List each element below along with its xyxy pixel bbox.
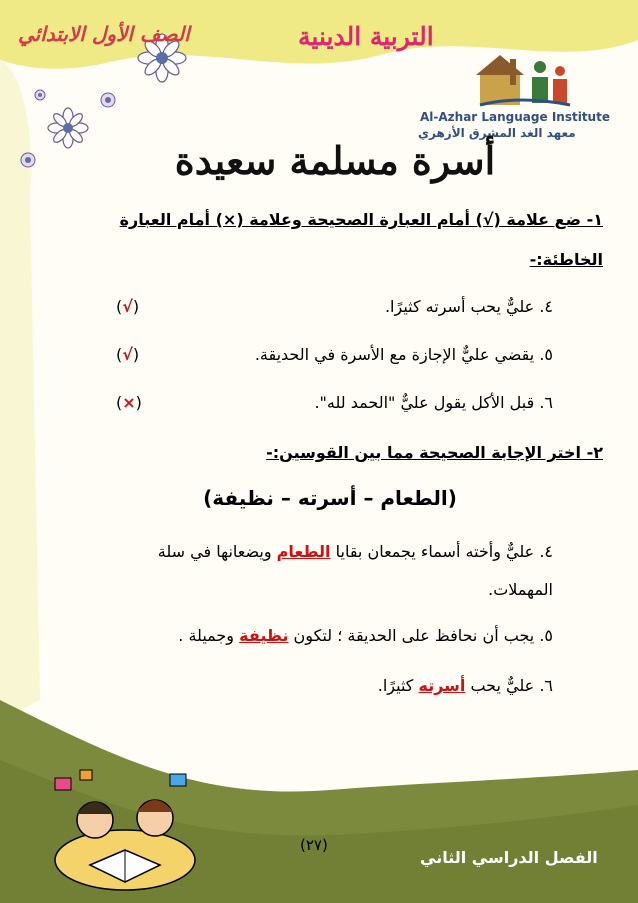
institute-name-ar: معهد الغد المشرق الأزهري — [418, 126, 576, 140]
q2-answer: نظيفة — [239, 626, 289, 645]
flower-icon — [35, 90, 45, 100]
q2-item-text: وجميلة . — [178, 626, 235, 645]
check-mark: √ — [122, 345, 133, 364]
q1-item-mark: (√) — [116, 345, 140, 364]
flower-icon — [101, 93, 115, 107]
q2-item — [178, 626, 553, 645]
q2-item-text: ٦. عليٌّ يحب — [470, 676, 553, 695]
cross-mark: × — [122, 393, 136, 412]
flower-icon — [21, 153, 35, 167]
institute-logo — [476, 55, 570, 105]
q1-instruction-cont: الخاطئة:- — [529, 250, 603, 269]
q1-item-mark: (√) — [116, 297, 140, 316]
q1-item-mark: (×) — [116, 393, 142, 412]
q1-item-text: ٤. عليٌّ يحب أسرته كثيرًا. — [384, 297, 553, 316]
q1-item-text: ٥. يقضي عليٌّ الإجازة مع الأسرة في الحديقة. — [254, 345, 553, 364]
q2-item-text: ويضعانها في سلة — [157, 542, 272, 561]
subject-title: التربية الدينية — [298, 22, 434, 51]
q2-item-text: ٥. يجب أن نحافظ على الحديقة ؛ لتكون — [293, 626, 553, 645]
q1-item-text: ٦. قبل الأكل يقول عليٌّ "الحمد لله". — [314, 393, 553, 412]
q2-item-cont: المهملات. — [488, 580, 553, 599]
term-label: الفصل الدراسي الثاني — [420, 848, 598, 867]
q2-item-text: ٤. عليٌّ وأخته أسماء يجمعان بقايا — [335, 542, 553, 561]
q2-answer: الطعام — [276, 542, 331, 561]
page-number: (٢٧) — [300, 836, 328, 854]
check-mark: √ — [122, 297, 133, 316]
q2-answer: أسرته — [418, 676, 466, 695]
grade-label: الصف الأول الابتدائي — [18, 22, 190, 46]
institute-name-en: Al-Azhar Language Institute — [420, 110, 610, 124]
flower-icon — [48, 108, 88, 148]
q2-item — [378, 676, 553, 695]
q2-instruction: ٢- اختر الإجابة الصحيحة مما بين القوسين:- — [266, 443, 603, 462]
q2-item — [158, 542, 553, 561]
page-title: أسرة مسلمة سعيدة — [174, 138, 496, 183]
q2-item-text: كثيرًا. — [377, 676, 414, 695]
q2-choices: (الطعام – أسرته – نظيفة) — [203, 486, 457, 510]
q1-instruction: ١- ضع علامة (√) أمام العبارة الصحيحة وعلامة (×) أمام العبارة — [119, 210, 603, 229]
